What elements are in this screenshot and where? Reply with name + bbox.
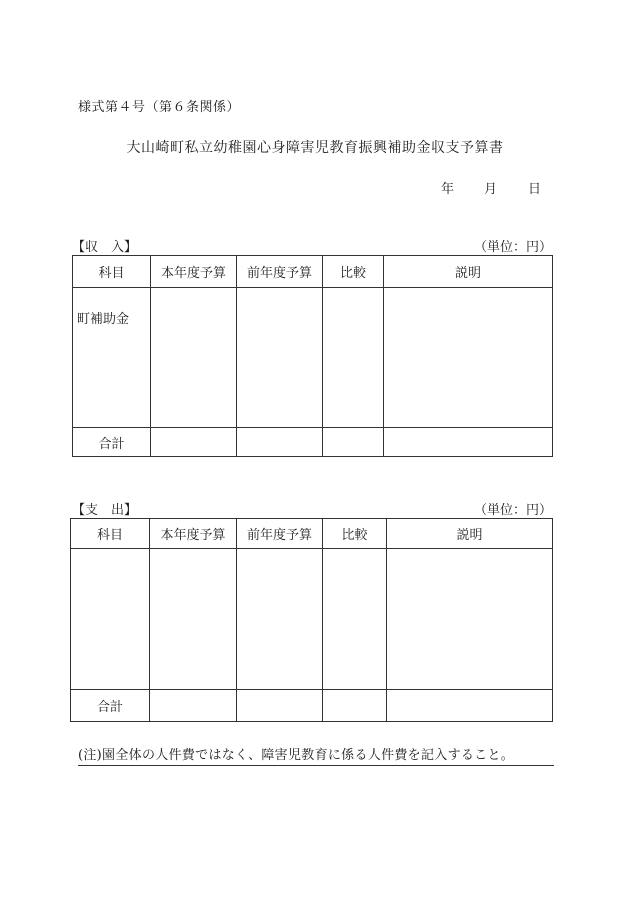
income-description-cell[interactable] [384,288,553,428]
income-current-budget-cell[interactable] [151,288,237,428]
expense-previous-budget-cell[interactable] [237,549,323,690]
income-total-current-cell[interactable] [151,428,237,457]
income-header-current-budget: 本年度予算 [151,256,237,288]
footnote: (注)園全体の人件費ではなく、障害児教育に係る人件費を記入すること。 [78,744,554,766]
expense-unit-label: （単位：円） [473,503,552,518]
expense-comparison-cell[interactable] [323,549,387,690]
date-month-label: 月 [484,182,498,197]
expense-header-row [71,519,553,549]
income-header-row [73,256,553,288]
income-total-row [73,428,553,457]
expense-body-row [71,549,553,690]
expense-current-budget-cell[interactable] [150,549,237,690]
income-total-comparison-cell[interactable] [323,428,384,457]
document-title: 大山崎町私立幼稚園心身障害児教育振興補助金収支予算書 [126,140,504,156]
expense-item-cell[interactable] [71,549,150,690]
expense-header-description: 説明 [387,519,553,549]
expense-description-cell[interactable] [387,549,553,690]
expense-header-item: 科目 [71,519,150,549]
income-comparison-cell[interactable] [323,288,384,428]
income-total-previous-cell[interactable] [237,428,323,457]
income-previous-budget-cell[interactable] [237,288,323,428]
date-day-label: 日 [528,182,542,197]
expense-header-current-budget: 本年度予算 [150,519,237,549]
date-year-label: 年 [441,182,455,197]
income-unit-label: （単位：円） [473,240,552,255]
expense-table [70,518,553,722]
expense-total-current-cell[interactable] [150,690,237,722]
income-header-previous-budget: 前年度予算 [237,256,323,288]
expense-total-previous-cell[interactable] [237,690,323,722]
expense-total-comparison-cell[interactable] [323,690,387,722]
income-section-label: 【収 入】 [72,240,138,255]
income-total-label: 合計 [73,428,151,457]
expense-total-label: 合計 [71,690,150,722]
income-header-comparison: 比較 [323,256,384,288]
income-table [72,255,553,457]
income-total-description-cell[interactable] [384,428,553,457]
income-item-cell[interactable]: 町補助金 [73,288,151,428]
income-header-description: 説明 [384,256,553,288]
income-header-item: 科目 [73,256,151,288]
expense-header-comparison: 比較 [323,519,387,549]
expense-header-previous-budget: 前年度予算 [237,519,323,549]
expense-total-description-cell[interactable] [387,690,553,722]
form-number: 様式第４号（第６条関係） [78,100,241,115]
income-body-row [73,288,553,428]
expense-total-row [71,690,553,722]
expense-section-label: 【支 出】 [72,503,138,518]
